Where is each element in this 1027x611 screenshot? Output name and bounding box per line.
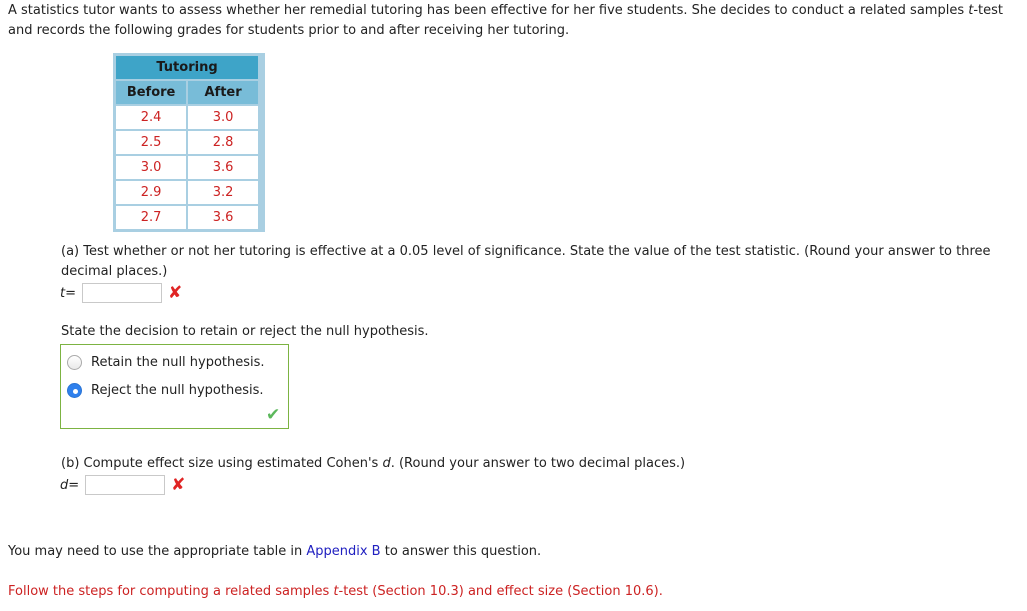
radio-retain[interactable] <box>67 355 82 370</box>
t-answer-row <box>60 282 182 304</box>
option-retain-label[interactable]: Retain the null hypothesis. <box>91 354 265 370</box>
part-b-pre: (b) Compute effect size using estimated Cohen's <box>61 456 383 471</box>
cell-after: 3.6 <box>188 206 258 229</box>
t-input[interactable] <box>82 283 162 303</box>
column-header-before: Before <box>116 81 186 104</box>
cell-after: 3.2 <box>188 181 258 204</box>
incorrect-icon: ✘ <box>168 283 183 303</box>
cell-after: 3.6 <box>188 156 258 179</box>
table-row <box>116 156 258 179</box>
d-label: d <box>60 477 69 493</box>
cell-before: 2.5 <box>116 131 186 154</box>
part-a-question: (a) Test whether or not her tutoring is effective at a 0.05 level of significance. State the value of the test statistic. (Round your answer to three decimal places.) <box>61 244 991 279</box>
table-group-header: Tutoring <box>116 56 258 79</box>
table-row <box>116 206 258 229</box>
appendix-note <box>8 544 541 559</box>
table-row <box>116 131 258 154</box>
option-reject[interactable] <box>67 381 264 399</box>
part-b-question <box>61 456 685 471</box>
table-row <box>116 106 258 129</box>
decision-prompt: State the decision to retain or reject the null hypothesis. <box>61 324 429 339</box>
hint-post: -test (Section 10.3) and effect size (Section 10.6). <box>338 584 663 599</box>
option-reject-label[interactable]: Reject the null hypothesis. <box>91 382 264 398</box>
appendix-note-pre: You may need to use the appropriate table in <box>8 544 307 559</box>
appendix-b-link[interactable]: Appendix B <box>306 544 381 559</box>
radio-reject[interactable] <box>67 383 82 398</box>
cell-before: 2.9 <box>116 181 186 204</box>
problem-statement <box>8 1 1020 41</box>
hint-pre: Follow the steps for computing a related samples <box>8 584 334 599</box>
d-input[interactable] <box>85 475 165 495</box>
d-equals: = <box>68 477 80 493</box>
intro-t: t <box>968 3 974 18</box>
incorrect-icon: ✘ <box>171 475 186 495</box>
t-label: t <box>60 285 66 301</box>
grades-table <box>113 53 265 232</box>
d-answer-row <box>60 474 185 496</box>
hint-t: t <box>333 584 339 599</box>
cell-before: 3.0 <box>116 156 186 179</box>
appendix-note-post: to answer this question. <box>380 544 542 559</box>
cell-before: 2.7 <box>116 206 186 229</box>
decision-options <box>60 344 289 429</box>
correct-check-icon: ✔ <box>266 405 281 425</box>
t-equals: = <box>65 285 77 301</box>
table-row <box>116 181 258 204</box>
hint-text <box>8 584 663 599</box>
part-b-post: . (Round your answer to two decimal places.) <box>390 456 686 471</box>
option-retain[interactable] <box>67 353 265 371</box>
part-b-d: d <box>382 456 391 471</box>
intro-part1: A statistics tutor wants to assess whether her remedial tutoring has been effective for her five students. She decides to conduct a related samples <box>8 3 969 18</box>
cell-after: 3.0 <box>188 106 258 129</box>
cell-after: 2.8 <box>188 131 258 154</box>
intro-part2: -test and records the following grades for students prior to and after receiving her tutoring. <box>8 3 1003 38</box>
cell-before: 2.4 <box>116 106 186 129</box>
column-header-after: After <box>188 81 258 104</box>
